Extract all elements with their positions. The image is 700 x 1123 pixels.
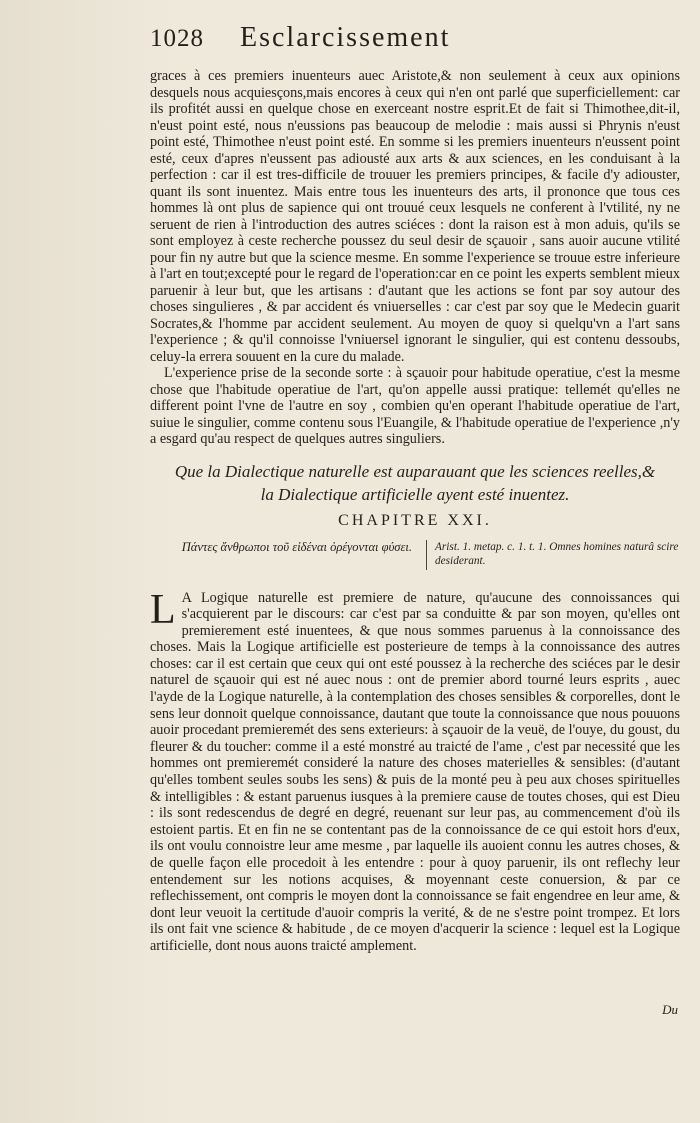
chapter-body [150, 586, 680, 955]
divider [426, 540, 427, 570]
epigraph [150, 540, 680, 570]
chapter-heading: CHAPITRE XXI. [338, 511, 492, 529]
page-number: 1028 [150, 25, 204, 52]
section-title [150, 460, 680, 506]
paragraph: L'experience prise de la seconde sorte : à sçauoir pour habitude operatiue, c'est la mesme chose que l'habitude operatiue de l'art, qu'on appelle aussi pratique: tellemét qu'elles ne different point l'vne de l'autre en soy , combien qu'en operant l'habitude operatiue de l'art, suiue le singulier, comme contenu sous l'Euangile, & l'habitude operatiue de l'experience ,n'y a esgard qu'au respect de quelques autres singuliers. [150, 365, 680, 447]
catchword: Du [662, 1002, 678, 1017]
running-title: Esclarcissement [240, 22, 451, 53]
section-title-line: la Dialectique artificielle ayent esté inuentez. [260, 484, 570, 504]
paragraph: graces à ces premiers inuenteurs auec Aristote,& non seulement à ceux aux opinions desquels nous acquiesçons,mais encores à ceux qui n'en ont parlé que superficiellement: car ils profitét aussi en quelque chose en exerceant nostre esprit.Et de fait si Thimothee,dit-il, n'eust point esté, nous n'eussions pas beaucoup de melodie : mais aussi si Phrynis n'eust point esté, Thimothee n'eust point esté. En somme si les premiers inuenteurs n'eussent point esté, ceux d'apres n'eussent pas adiousté aux arts & aux sciences, en les conduisant à la perfection : car il est tres-difficile de trouuer les premiers principes, & facile d'y adiouster, quant ils sont inuentez. Mais entre tous les inuenteurs des arts, il prononce que tous ces hommes là ont plus de sapience qui ont trouué ceux lesquels ne conferent à l'vtilité, ny ne seruent de rien à l'introduction des autres sciéces : dont la raison est à mon aduis, qu'ils se sont employez à ceste recherche poussez du seul desir de sçauoir , sans auoir aucune vtilité pour fin ny autre but que la science mesme. En somme l'experience se trouue estre inferieure à l'art en tout;excepté pour le regard de l'operation:car en ce point les experts semblent mieux paruenir à leur but, que les artisans : d'autant que les actions se font par soy autour des choses singulieres , & par accident és vniuerselles : car c'est par soy que le Medecin guarit Socrates,& l'homme par accident seulement. Au moyen de quoy si quelqu'vn a l'art sans l'experience ; & qu'il connoisse l'vniuersel ignorant le singulier, qui est contenu dessoubs, celuy-la errera souuent en la cure du malade. [150, 68, 680, 365]
section-title-line: Que la Dialectique naturelle est auparauant que les sciences reelles,& [174, 461, 656, 481]
chapter-text: A Logique naturelle est premiere de nature, qu'aucune des connoissances qui s'acquierent par le discours: car c'est par sa conduitte & par son moyen, qu'elles ont premierement esté inuentees, & que nous sommes paruenus à la connoissance des choses. Mais la Logique artificielle est posterieure de temps à la connoissance des autres choses: car il est certain que ceux qui ont esté poussez à la recherche des sciéces par le desir naturel de sçauoir qui est né auec nous : ont de premier abord tourné leurs esprits , auec l'ayde de la Logique naturelle, à la contemplation des choses sensibles & corporelles, dont le sens leur donnoit quelque connoissance, dautant que toute la connoissance que nous pouuons auoir procedant premieremét des sens exterieurs: à sçauoir de la veuë, de l'ouye, du goust, du fleurer & du toucher: comme il a esté monstré au traicté de l'ame , c'est par necessité que les hommes ont premieremét consideré la nature des choses materielles & sensibles: (d'autant qu'elles tombent seules soubs les sens) & puis de la monté peu à peu aux choses spirituelles & intelligibles : & estant paruenus iusques à la premiere cause de toutes choses, qui est Dieu : ils sont redescendus de degré en degré, reuenant sur leur pas, au commencement d'où ils estoient partis. Et en fin ne se contentant pas de la connoissance de ce qui estoit hors d'eux, ils ont voulu connoistre leur ame mesme , par laquelle ils auoient connu les autres choses, & de quelle façon elle procedoit à les entendre : pour à quoy paruenir, ils ont reflechy leur entendement sur les notions acquises, & moyennant ceste conuersion, & par ce reflechissement, ont compris le moyen dont la connoissance se fait engendree en leur ame, & dont leur veuoit la certitude d'auoir compris la verité, & de ne s'estre point trompez. Et lors ils ont fait vne science & habitude , de ce moyen d'acquerir la science : lequel est la Logique artificielle, dont nous auons traicté amplement. [150, 589, 680, 954]
drop-cap: L [150, 586, 176, 633]
citation: Arist. 1. metap. c. 1. t. 1. Omnes homines naturâ scire desiderant. [435, 540, 679, 567]
text-block [150, 68, 680, 448]
greek-quote: Πάντες ἄνθρωποι τοῦ εἰδέναι ὀρέγονται φύσει. [181, 539, 412, 554]
page-header [150, 22, 680, 68]
